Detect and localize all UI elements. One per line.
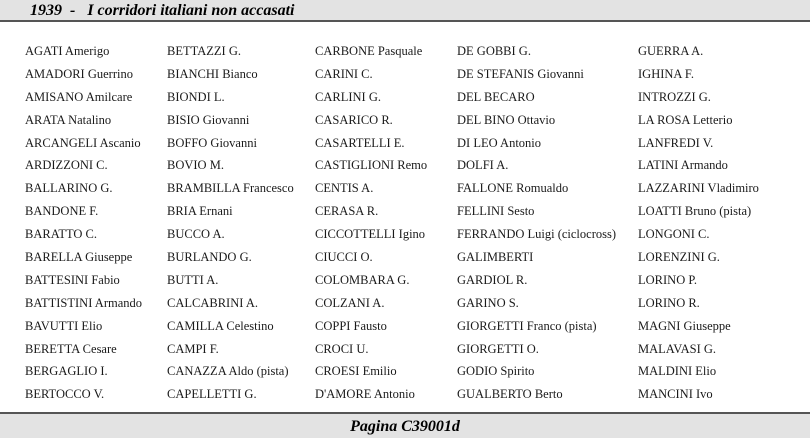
rider-name: BIANCHI Bianco [167, 66, 258, 81]
rider-name: BATTESINI Fabio [25, 272, 120, 287]
rider-name: MAGNI Giuseppe [638, 318, 731, 333]
rider-name: CARINI C. [315, 66, 373, 81]
rider-name: BUCCO A. [167, 227, 225, 242]
rider-name: CROESI Emilio [315, 364, 397, 379]
header-bar [0, 0, 810, 22]
rider-name: CARLINI G. [315, 89, 381, 104]
rider-name: AMISANO Amilcare [25, 89, 133, 104]
rider-name: CARBONE Pasquale [315, 44, 423, 58]
rider-name: CASARICO R. [315, 112, 393, 127]
rider-name: CAMILLA Celestino [167, 318, 274, 333]
rider-name: ARDIZZONI C. [25, 158, 108, 173]
rider-name: DE STEFANIS Giovanni [457, 66, 584, 81]
rider-name: D'AMORE Antonio [315, 387, 415, 402]
rider-name: DEL BINO Ottavio [457, 112, 556, 127]
rider-name: DI LEO Antonio [457, 135, 542, 150]
rider-name: GUALBERTO Berto [457, 387, 563, 402]
rider-name: ARATA Natalino [25, 112, 112, 127]
rider-name: FERRANDO Luigi (ciclocross) [457, 227, 617, 242]
rider-name: BERGAGLIO I. [25, 364, 108, 379]
rider-name: LORENZINI G. [638, 250, 720, 265]
rider-name: BOFFO Giovanni [167, 135, 257, 150]
rider-name: GODIO Spirito [457, 364, 535, 379]
rider-name: CENTIS A. [315, 181, 374, 196]
rider-name: BERETTA Cesare [25, 341, 117, 356]
rider-name: LORINO P. [638, 272, 698, 287]
rider-name: CASTIGLIONI Remo [315, 158, 428, 173]
rider-name: BALLARINO G. [25, 181, 113, 196]
rider-name: LOATTI Bruno (pista) [638, 204, 752, 219]
rider-name: LAZZARINI Vladimiro [638, 181, 759, 196]
rider-name: GALIMBERTI [457, 250, 534, 265]
rider-name: COPPI Fausto [315, 318, 387, 333]
rider-name: BRAMBILLA Francesco [167, 181, 294, 196]
rider-name: MALDINI Elio [638, 364, 717, 379]
rider-name: COLOMBARA G. [315, 272, 410, 287]
rider-name: BARELLA Giuseppe [25, 250, 133, 265]
rider-name: LA ROSA Letterio [638, 112, 733, 127]
rider-name: LORINO R. [638, 295, 700, 310]
rider-name: CASARTELLI E. [315, 135, 405, 150]
rider-name: IGHINA F. [638, 66, 694, 81]
rider-name: LANFREDI V. [638, 135, 714, 150]
rider-name: GARDIOL R. [457, 272, 528, 287]
rider-name: LONGONI C. [638, 227, 710, 242]
rider-name: BIONDI L. [167, 89, 225, 104]
rider-name: MANCINI Ivo [638, 387, 713, 402]
riders-list [0, 22, 810, 412]
footer-bar [0, 412, 810, 438]
rider-name: CALCABRINI A. [167, 295, 258, 310]
rider-name: BURLANDO G. [167, 250, 252, 265]
rider-name: CERASA R. [315, 204, 379, 219]
rider-name: CROCI U. [315, 341, 369, 356]
rider-name: BOVIO M. [167, 158, 224, 173]
rider-name: DE GOBBI G. [457, 44, 531, 58]
rider-name: CIUCCI O. [315, 250, 373, 265]
rider-name: MALAVASI G. [638, 341, 717, 356]
rider-name: BATTISTINI Armando [25, 295, 142, 310]
riders-column-4 [457, 40, 616, 406]
rider-name: DEL BECARO [457, 89, 535, 104]
rider-name: GIORGETTI Franco (pista) [457, 318, 597, 333]
rider-name: CAMPI F. [167, 341, 219, 356]
riders-column-2 [167, 40, 294, 406]
rider-name: INTROZZI G. [638, 89, 711, 104]
rider-name: BETTAZZI G. [167, 44, 241, 58]
rider-name: LATINI Armando [638, 158, 728, 173]
page-title: 1939 - I corridori italiani non accasati [30, 2, 295, 19]
rider-name: CAPELLETTI G. [167, 387, 257, 402]
rider-name: BARATTO C. [25, 227, 98, 242]
rider-name: GARINO S. [457, 295, 519, 310]
rider-name: BERTOCCO V. [25, 387, 105, 402]
rider-name: BAVUTTI Elio [25, 318, 103, 333]
rider-name: CANAZZA Aldo (pista) [167, 364, 289, 379]
rider-name: FALLONE Romualdo [457, 181, 569, 196]
riders-column-3 [315, 40, 427, 406]
rider-name: AMADORI Guerrino [25, 66, 133, 81]
rider-name: BISIO Giovanni [167, 112, 250, 127]
page-label: Pagina C39001d [350, 418, 460, 435]
rider-name: GUERRA A. [638, 44, 704, 58]
rider-name: GIORGETTI O. [457, 341, 539, 356]
rider-name: AGATI Amerigo [25, 44, 110, 58]
rider-name: FELLINI Sesto [457, 204, 535, 219]
rider-name: ARCANGELI Ascanio [25, 135, 141, 150]
riders-column-1 [25, 40, 142, 406]
rider-name: BANDONE F. [25, 204, 99, 219]
rider-name: COLZANI A. [315, 295, 385, 310]
riders-column-5 [638, 40, 759, 406]
rider-name: BRIA Ernani [167, 204, 233, 219]
rider-name: DOLFI A. [457, 158, 509, 173]
rider-name: BUTTI A. [167, 272, 219, 287]
rider-name: CICCOTTELLI Igino [315, 227, 426, 242]
